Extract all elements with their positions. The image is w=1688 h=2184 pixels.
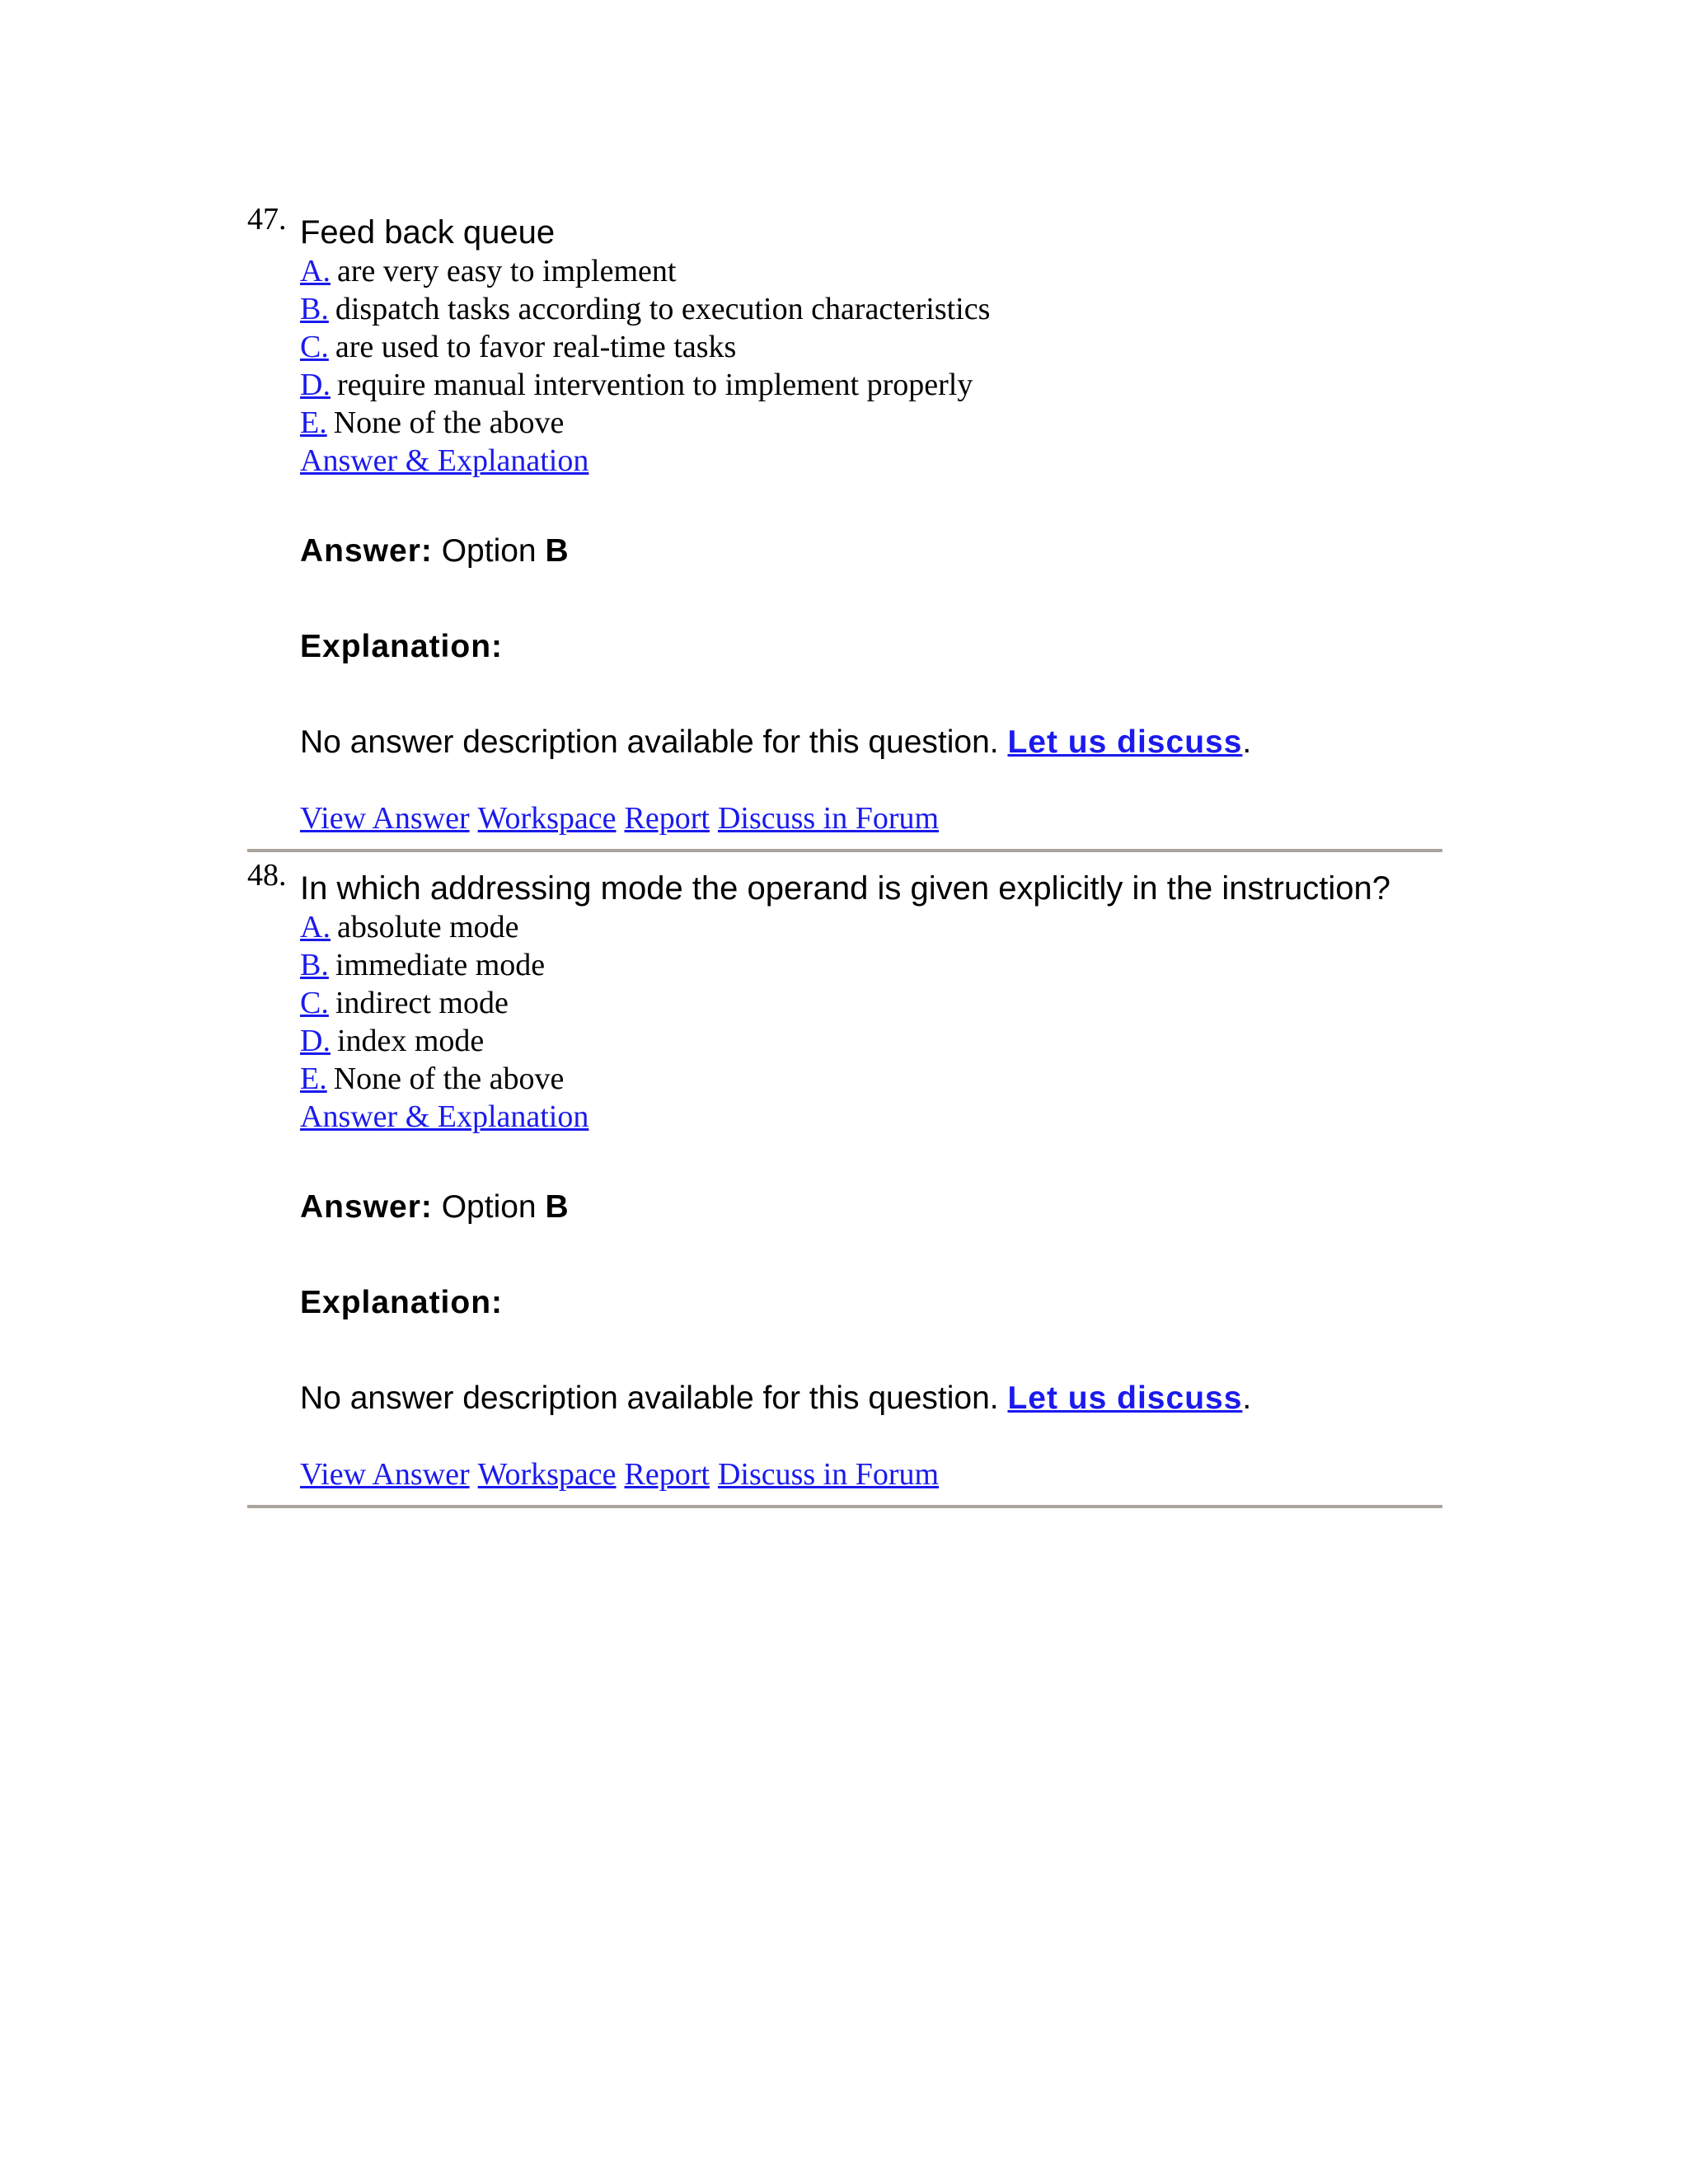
option-c: [300, 328, 1442, 366]
view-answer-link[interactable]: View Answer: [300, 1457, 470, 1492]
option-e-text: None of the above: [333, 405, 565, 440]
option-d-link[interactable]: D.: [300, 368, 331, 402]
workspace-link[interactable]: Workspace: [477, 1457, 617, 1492]
let-us-discuss-link[interactable]: Let us discuss: [1007, 1380, 1243, 1416]
option-b-link[interactable]: B.: [300, 292, 329, 326]
answer-label: Answer:: [300, 533, 433, 569]
answer-explanation-link[interactable]: Answer & Explanation: [300, 443, 589, 478]
discuss-in-forum-link[interactable]: Discuss in Forum: [717, 1457, 940, 1492]
discuss-in-forum-link[interactable]: Discuss in Forum: [717, 801, 940, 836]
explanation-label: Explanation:: [300, 1285, 504, 1320]
explanation-text: No answer description available for this question.: [300, 1380, 999, 1416]
answer-link-row: [300, 442, 1442, 486]
explanation-label: Explanation:: [300, 629, 504, 664]
report-link[interactable]: Report: [624, 801, 710, 836]
footer-links: [300, 799, 1442, 844]
option-d: [300, 1022, 1442, 1060]
option-b: [300, 290, 1442, 328]
answer-value: B: [545, 1189, 569, 1225]
option-c: [300, 984, 1442, 1022]
option-e-link[interactable]: E.: [300, 1062, 327, 1096]
answer-prefix: Option: [441, 533, 537, 569]
option-a: [300, 908, 1442, 946]
answer-row: [300, 532, 1442, 570]
option-b-text: dispatch tasks according to execution characteristics: [335, 292, 991, 326]
explanation-text-row: [300, 724, 1442, 762]
options-list: [300, 252, 1442, 442]
option-d-link[interactable]: D.: [300, 1024, 331, 1058]
explanation-end: .: [1242, 1380, 1252, 1416]
option-c-link[interactable]: C.: [300, 330, 329, 364]
view-answer-link[interactable]: View Answer: [300, 801, 470, 836]
option-e: [300, 404, 1442, 442]
option-d-text: index mode: [336, 1024, 485, 1058]
explanation-text-row: [300, 1380, 1442, 1418]
option-a-text: are very easy to implement: [336, 254, 677, 288]
option-c-text: indirect mode: [335, 986, 509, 1020]
question-body: [300, 857, 1442, 1500]
workspace-link[interactable]: Workspace: [477, 801, 617, 836]
option-a-text: absolute mode: [336, 910, 519, 944]
option-b-link[interactable]: B.: [300, 948, 329, 982]
question-title: Feed back queue: [300, 214, 556, 251]
answer-row: [300, 1188, 1442, 1226]
options-list: [300, 908, 1442, 1098]
divider: [247, 1505, 1442, 1508]
explanation-text: No answer description available for this question.: [300, 724, 999, 760]
question-number: 48.: [247, 858, 287, 893]
question-number: 47.: [247, 202, 287, 237]
answer-value: B: [545, 533, 569, 569]
option-c-text: are used to favor real-time tasks: [335, 330, 737, 364]
answer-link-row: [300, 1098, 1442, 1142]
option-e-text: None of the above: [333, 1062, 565, 1096]
question-title: In which addressing mode the operand is given explicitly in the instruction?: [300, 870, 1390, 907]
option-c-link[interactable]: C.: [300, 986, 329, 1020]
question-body: [300, 201, 1442, 844]
option-b: [300, 946, 1442, 984]
explanation-end: .: [1242, 724, 1252, 760]
option-a: [300, 252, 1442, 290]
let-us-discuss-link[interactable]: Let us discuss: [1007, 724, 1243, 760]
option-d-text: require manual intervention to implement properly: [336, 368, 973, 402]
option-d: [300, 366, 1442, 404]
answer-prefix: Option: [441, 1189, 537, 1225]
divider: [247, 849, 1442, 852]
option-a-link[interactable]: A.: [300, 254, 331, 288]
option-e: [300, 1060, 1442, 1098]
option-e-link[interactable]: E.: [300, 405, 327, 440]
footer-links: [300, 1455, 1442, 1500]
report-link[interactable]: Report: [624, 1457, 710, 1492]
option-a-link[interactable]: A.: [300, 910, 331, 944]
option-b-text: immediate mode: [335, 948, 546, 982]
answer-label: Answer:: [300, 1189, 433, 1225]
answer-explanation-link[interactable]: Answer & Explanation: [300, 1099, 589, 1134]
